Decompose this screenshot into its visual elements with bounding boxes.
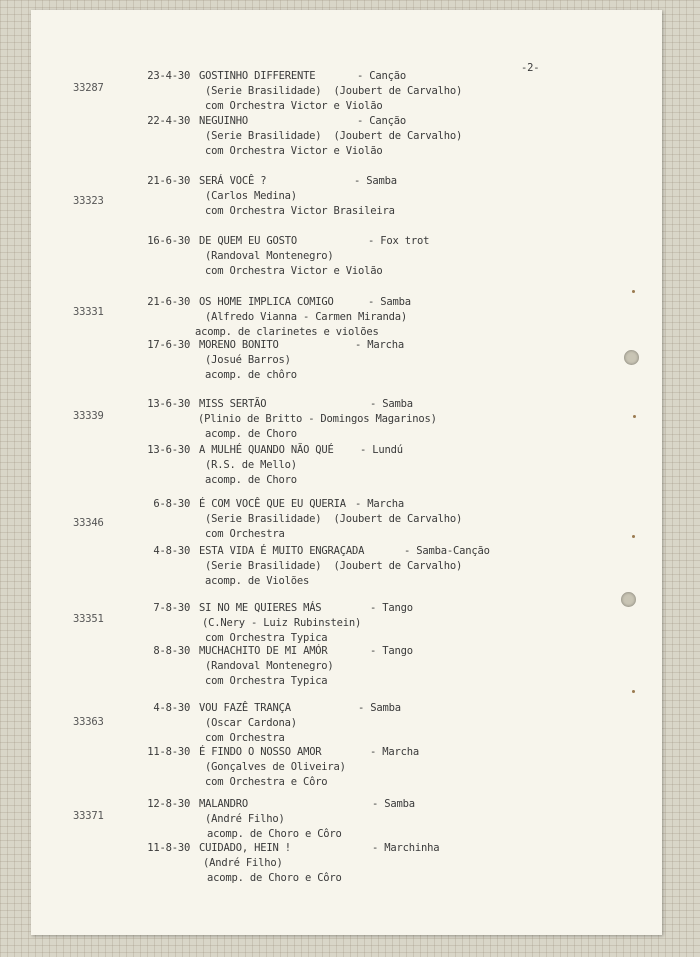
track-date: 17-6-30 — [147, 339, 191, 351]
track-genre: - Tango — [370, 645, 413, 657]
track-accompaniment: com Orchestra Typica — [205, 632, 328, 644]
catalog-number: 33339 — [73, 410, 104, 422]
track-credits: (Randoval Montenegro) — [205, 660, 334, 672]
track-accompaniment: com Orchestra Victor e Violão — [205, 100, 383, 112]
track-date: 21-6-30 — [147, 175, 191, 187]
track-title: MALANDRO — [199, 798, 248, 810]
track-title: SI NO ME QUIERES MÁS — [199, 602, 322, 614]
catalog-number: 33346 — [73, 517, 104, 529]
catalog-number: 33371 — [73, 810, 104, 822]
track-date: 8-8-30 — [153, 645, 191, 657]
track-genre: - Marchinha — [372, 842, 440, 854]
stain-mark — [632, 690, 635, 693]
track-accompaniment: com Orchestra — [205, 528, 285, 540]
track-credits: (Oscar Cardona) — [205, 717, 297, 729]
catalog-number: 33363 — [73, 716, 104, 728]
track-credits: (C.Nery - Luiz Rubinstein) — [202, 617, 362, 629]
track-genre: - Tango — [370, 602, 413, 614]
track-accompaniment: acomp. de Choro — [205, 474, 297, 486]
track-accompaniment: acomp. de clarinetes e violões — [195, 326, 379, 338]
track-genre: - Samba — [368, 296, 411, 308]
track-credits: (Alfredo Vianna - Carmen Miranda) — [205, 311, 408, 323]
track-title: GOSTINHO DIFFERENTE — [199, 70, 316, 82]
track-date: 11-8-30 — [147, 746, 191, 758]
track-genre: - Fox trot — [368, 235, 430, 247]
track-title: NEGUINHO — [199, 115, 248, 127]
track-title: MUCHACHITO DE MI AMÓR — [199, 645, 328, 657]
track-credits: (André Filho) — [203, 857, 283, 869]
stain-mark — [632, 290, 635, 293]
track-accompaniment: acomp. de Choro — [205, 428, 297, 440]
track-genre: - Marcha — [355, 498, 404, 510]
track-date: 11-8-30 — [147, 842, 191, 854]
track-accompaniment: acomp. de chôro — [205, 369, 297, 381]
track-title: MISS SERTÃO — [199, 398, 267, 410]
track-date: 12-8-30 — [147, 798, 191, 810]
track-title: VOU FAZÊ TRANÇA — [199, 702, 291, 714]
page-number: -2- — [521, 62, 540, 74]
track-date: 7-8-30 — [153, 602, 191, 614]
track-title: MORENO BONITO — [199, 339, 279, 351]
track-accompaniment: acomp. de Choro e Côro — [207, 828, 342, 840]
track-date: 4-8-30 — [153, 702, 191, 714]
track-date: 21-6-30 — [147, 296, 191, 308]
track-accompaniment: com Orchestra e Côro — [205, 776, 328, 788]
catalog-number: 33351 — [73, 613, 104, 625]
track-title: ESTA VIDA É MUITO ENGRAÇADA — [199, 545, 365, 557]
track-genre: - Samba — [358, 702, 401, 714]
track-date: 22-4-30 — [147, 115, 191, 127]
track-genre: - Canção — [357, 115, 406, 127]
track-credits: (Serie Brasilidade) (Joubert de Carvalho) — [205, 513, 463, 525]
track-credits: (Serie Brasilidade) (Joubert de Carvalho) — [205, 85, 463, 97]
track-date: 23-4-30 — [147, 70, 191, 82]
track-genre: - Samba — [370, 398, 413, 410]
track-accompaniment: com Orchestra Victor Brasileira — [205, 205, 395, 217]
track-credits: (Plinio de Britto - Domingos Magarinos) — [198, 413, 437, 425]
punch-hole — [621, 592, 636, 607]
stain-mark — [632, 535, 635, 538]
track-date: 4-8-30 — [153, 545, 191, 557]
track-genre: - Lundú — [360, 444, 403, 456]
track-genre: - Marcha — [370, 746, 419, 758]
stain-mark — [633, 415, 636, 418]
track-credits: (Gonçalves de Oliveira) — [205, 761, 346, 773]
track-credits: (R.S. de Mello) — [205, 459, 297, 471]
track-credits: (Serie Brasilidade) (Joubert de Carvalho) — [205, 130, 463, 142]
track-title: A MULHÉ QUANDO NÃO QUÉ — [199, 444, 334, 456]
track-credits: (Carlos Medina) — [205, 190, 297, 202]
track-date: 13-6-30 — [147, 444, 191, 456]
punch-hole — [624, 350, 639, 365]
track-credits: (André Filho) — [205, 813, 285, 825]
track-accompaniment: com Orchestra — [205, 732, 285, 744]
track-genre: - Samba — [354, 175, 397, 187]
track-accompaniment: acomp. de Choro e Côro — [207, 872, 342, 884]
track-date: 16-6-30 — [147, 235, 191, 247]
track-genre: - Samba-Canção — [404, 545, 490, 557]
catalog-number: 33287 — [73, 82, 104, 94]
catalog-number: 33331 — [73, 306, 104, 318]
track-accompaniment: acomp. de Violões — [205, 575, 310, 587]
track-accompaniment: com Orchestra Victor e Violão — [205, 265, 383, 277]
catalog-number: 33323 — [73, 195, 104, 207]
track-title: É FINDO O NOSSO AMOR — [199, 746, 322, 758]
track-accompaniment: com Orchestra Victor e Violão — [205, 145, 383, 157]
track-credits: (Serie Brasilidade) (Joubert de Carvalho) — [205, 560, 463, 572]
track-title: É COM VOCÊ QUE EU QUERIA — [199, 498, 346, 510]
track-accompaniment: com Orchestra Typica — [205, 675, 328, 687]
track-date: 6-8-30 — [153, 498, 191, 510]
track-credits: (Randoval Montenegro) — [205, 250, 334, 262]
track-title: SERÁ VOCÊ ? — [199, 175, 267, 187]
track-credits: (Josué Barros) — [205, 354, 291, 366]
track-title: OS HOME IMPLICA COMIGO — [199, 296, 334, 308]
track-date: 13-6-30 — [147, 398, 191, 410]
track-genre: - Samba — [372, 798, 415, 810]
track-genre: - Canção — [357, 70, 406, 82]
track-title: DE QUEM EU GOSTO — [199, 235, 297, 247]
track-title: CUIDADO, HEIN ! — [199, 842, 291, 854]
track-genre: - Marcha — [355, 339, 404, 351]
